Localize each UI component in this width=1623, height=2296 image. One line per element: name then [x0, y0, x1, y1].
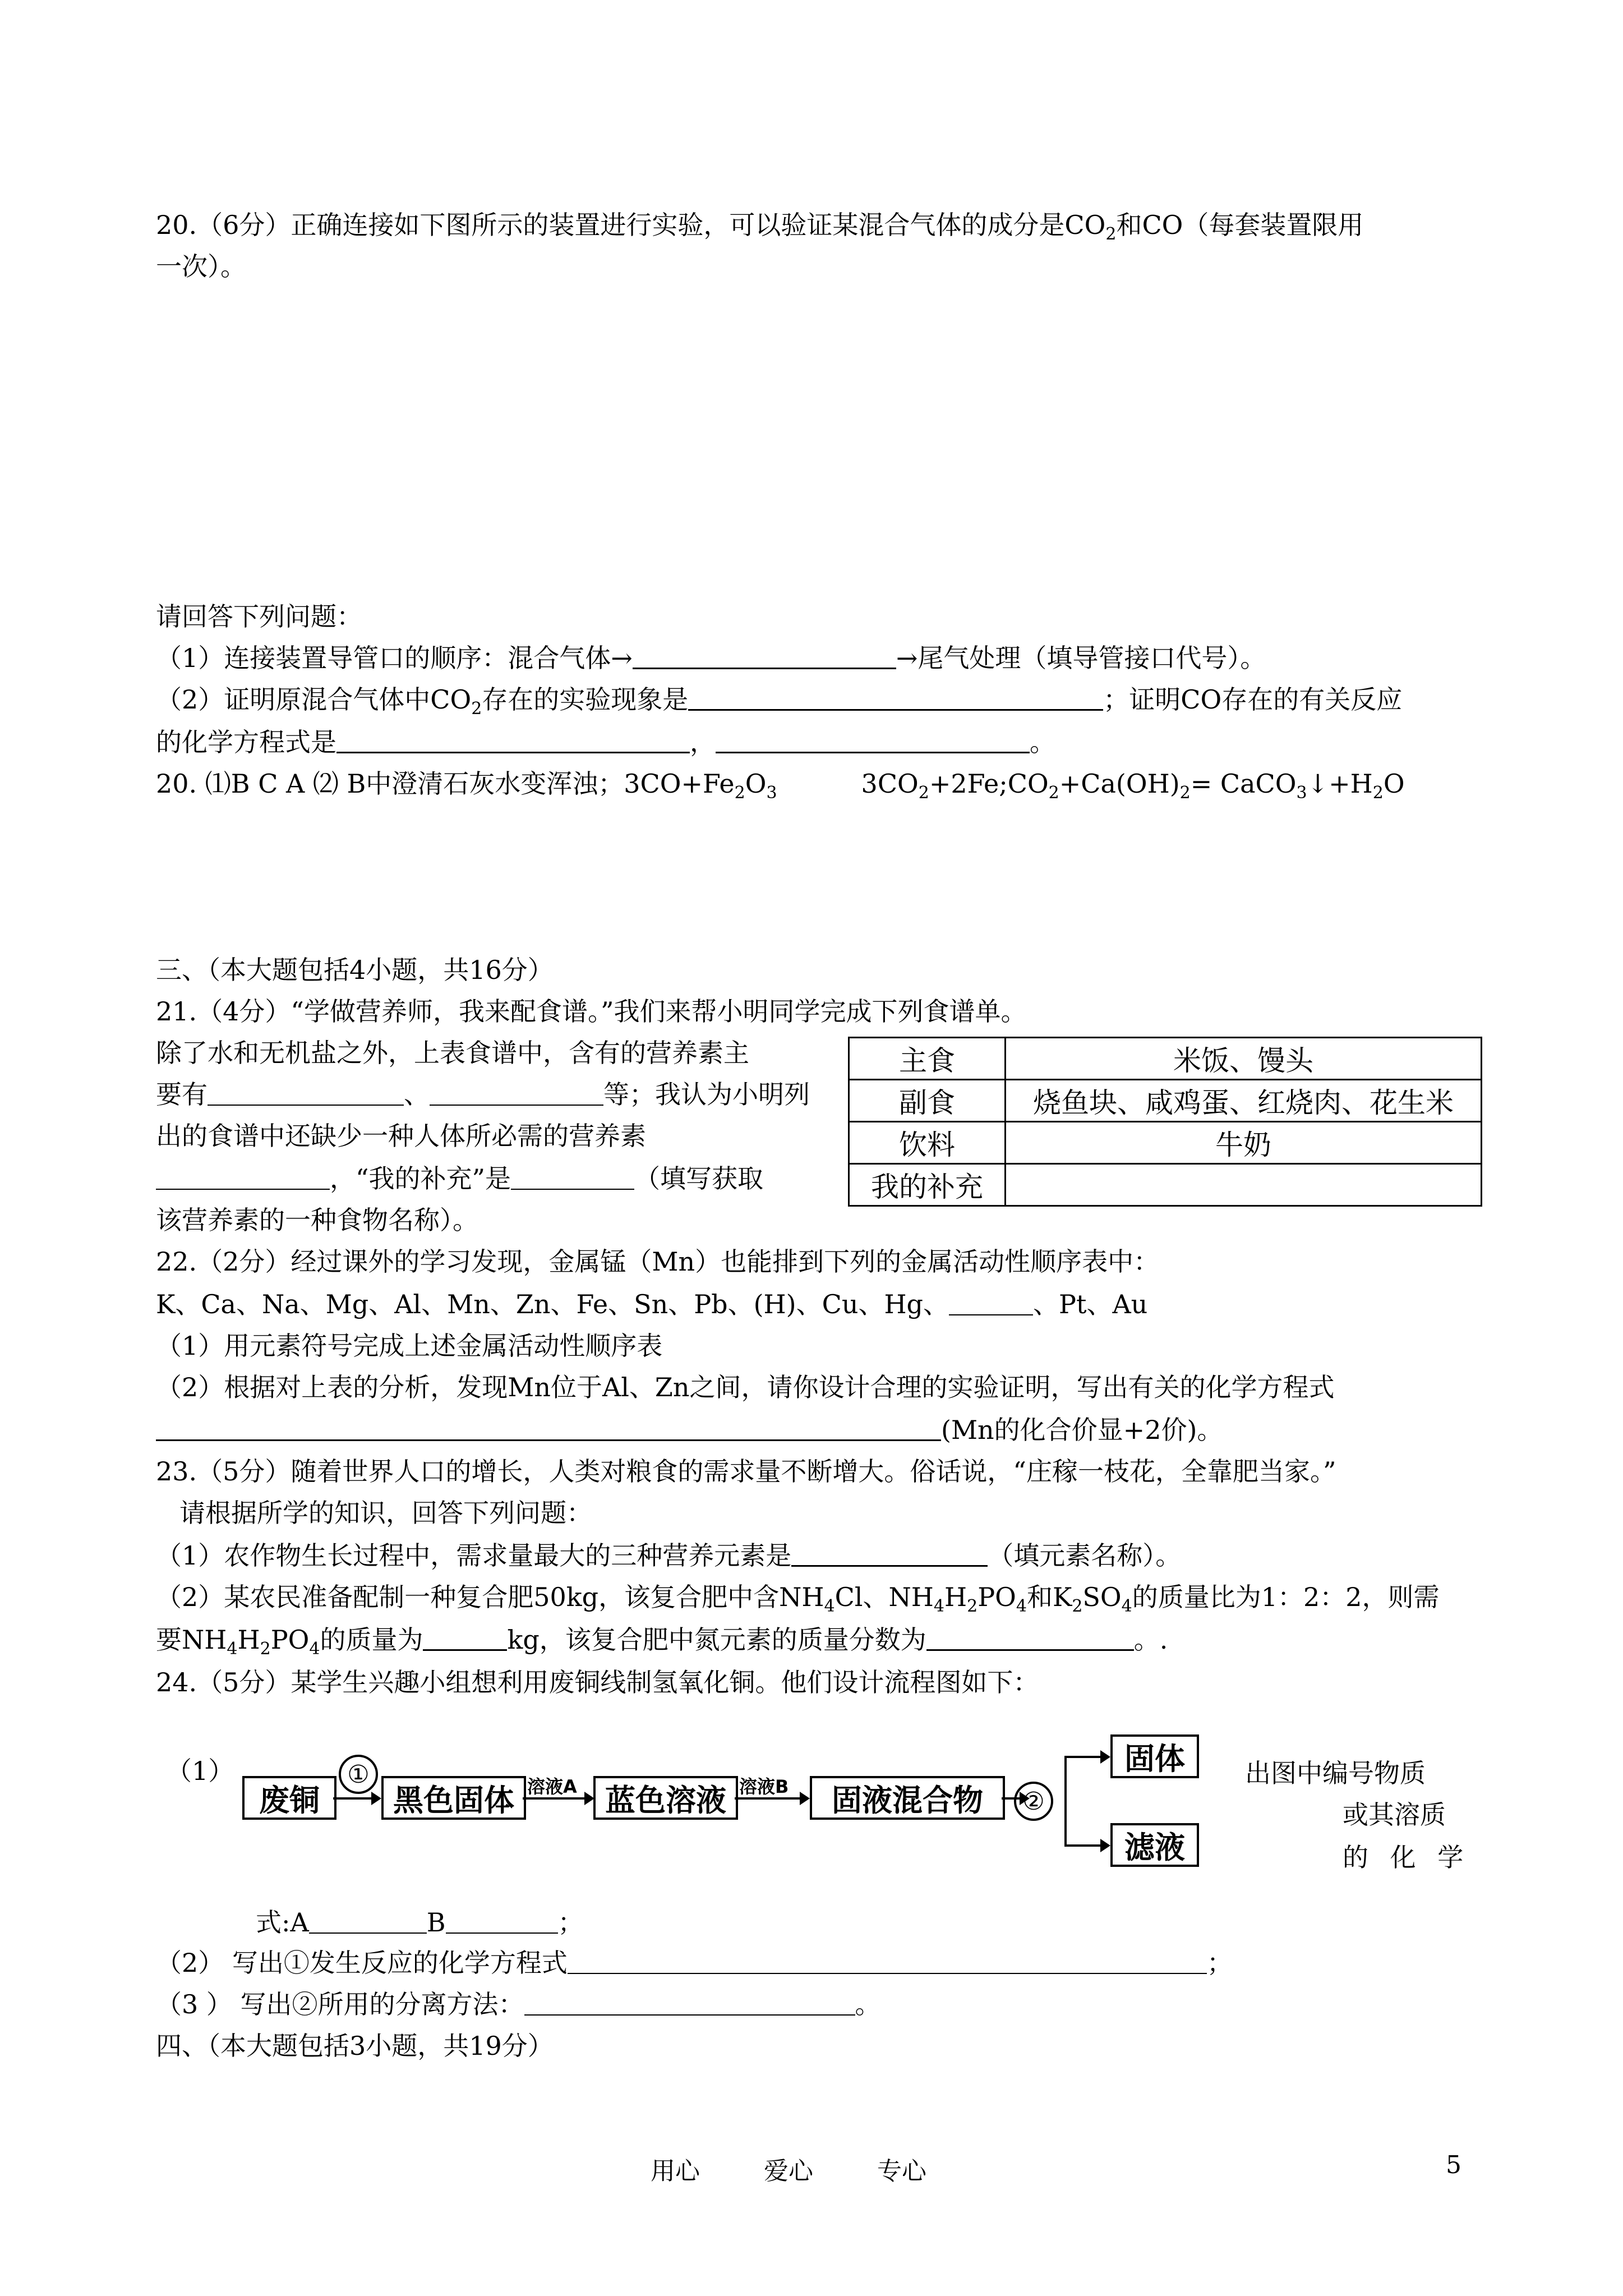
page-number: 5 [1446, 2151, 1461, 2179]
footer-text-1: 用心 [651, 2157, 700, 2185]
menu-cell: 米饭、馒头 [1006, 1038, 1482, 1080]
q20-heading-line2: 一次）。 [156, 251, 246, 282]
q24-part1-number: （1） [166, 1756, 234, 1786]
flow-box-filtrate: 滤液 [1110, 1823, 1199, 1867]
q21-line2: 要有 、 等；我认为小明列 [156, 1079, 810, 1110]
q22-series: K、Ca、Na、Mg、Al、Mn、Zn、Fe、Sn、Pb、(H)、Cu、Hg、 、Pt、Au [156, 1289, 1148, 1319]
q24-blank-2[interactable] [568, 1950, 1207, 1974]
q24-side-text-2: 或其溶质 [1343, 1800, 1446, 1830]
flow-box-black-solid: 黑色固体 [381, 1776, 526, 1820]
table-row [849, 1080, 1482, 1122]
q21-line5: 该营养素的一种食物名称）。 [156, 1205, 478, 1235]
q24-blank-b[interactable] [446, 1910, 558, 1934]
flow-branch-line [1064, 1756, 1067, 1846]
q23-blank-1[interactable] [791, 1543, 988, 1567]
menu-cell: 我的补充 [849, 1164, 1006, 1206]
q23-blank-2[interactable] [423, 1627, 507, 1651]
footer-text-3: 专心 [877, 2157, 926, 2185]
q24-side-text-3: 的 化 学 [1343, 1842, 1470, 1872]
q23-part2-line2: 要$NH_4H_2PO_4$的质量为 kg，该复合肥中氮元素的质量分数为 。. [156, 1625, 1168, 1659]
menu-cell: 烧鱼块、咸鸡蛋、红烧肉、花生米 [1006, 1080, 1482, 1122]
q21-line3: 出的食谱中还缺少一种人体所必需的营养素 [156, 1121, 646, 1151]
q24-blank-a[interactable] [309, 1910, 427, 1934]
flow-arrow [1064, 1756, 1108, 1758]
menu-cell: 副食 [849, 1080, 1006, 1122]
menu-cell: 饮料 [849, 1122, 1006, 1164]
q21-blank-2[interactable] [430, 1082, 603, 1106]
q20-blank-3[interactable] [336, 729, 690, 753]
q21-blank-4[interactable] [511, 1166, 634, 1190]
q22-blank-1[interactable] [949, 1292, 1033, 1315]
menu-table [848, 1037, 1482, 1207]
flow-arrow [333, 1797, 379, 1800]
menu-cell: 牛奶 [1006, 1122, 1482, 1164]
flow-box-waste-copper: 废铜 [242, 1776, 336, 1820]
q24-blank-3[interactable] [524, 1992, 855, 2016]
table-row [849, 1038, 1482, 1080]
q22-part2-line2: (Mn的化合价显+2价)。 [156, 1417, 1223, 1443]
q21-line1: 除了水和无机盐之外，上表食谱中，含有的营养素主 [156, 1038, 749, 1068]
q22-heading: 22.（2分）经过课外的学习发现，金属锰（Mn）也能排到下列的金属活动性顺序表中： [156, 1246, 1160, 1277]
q21-blank-1[interactable] [208, 1082, 404, 1106]
q22-part1: （1）用元素符号完成上述金属活动性顺序表 [156, 1331, 663, 1361]
q23-part1: （1）农作物生长过程中，需求量最大的三种营养元素是 （填元素名称）。 [156, 1540, 1182, 1571]
q20-answer: 20. ⑴B C A ⑵ B中澄清石灰水变浑浊；$3CO+Fe_2O_3$ $3CO_2+2Fe;CO_2+Ca(OH)_2=$ $CaCO_3↓+H_2O$ [156, 769, 1405, 803]
q20-blank-1[interactable] [633, 645, 896, 669]
q20-prompt: 请回答下列问题： [156, 601, 362, 632]
q20-heading: 20.（6分）正确连接如下图所示的装置进行实验，可以验证某混合气体的成分是$CO_2$和CO（每套装置限用 [156, 210, 1364, 244]
flow-step-2: ② [1014, 1782, 1053, 1821]
section-3-heading: 三、（本大题包括4小题，共16分） [156, 955, 554, 985]
flow-label-solution-a: 溶液A [527, 1776, 577, 1797]
q21-blank-3[interactable] [156, 1166, 330, 1190]
q23-line2: 请根据所学的知识，回答下列问题： [179, 1498, 592, 1528]
q21-line4: ，“我的补充”是 （填写获取 [156, 1166, 763, 1191]
menu-cell: 主食 [849, 1038, 1006, 1080]
flow-box-solid: 固体 [1110, 1734, 1199, 1778]
q24-side-text-1: 出图中编号物质 [1245, 1758, 1426, 1788]
q23-part2: （2）某农民准备配制一种复合肥50kg，该复合肥中含$NH_4Cl$、$NH_4H_2PO_4$和$K_2SO_4$的质量比为1：2：2，则需 [156, 1582, 1440, 1616]
footer-text-2: 爱心 [764, 2157, 813, 2185]
flow-box-solid-liquid-mixture: 固液混合物 [810, 1776, 1005, 1820]
q20-blank-2[interactable] [688, 687, 1103, 711]
q22-blank-2[interactable] [156, 1417, 941, 1441]
flow-step-1: ① [339, 1755, 378, 1794]
q24-heading: 24.（5分）某学生兴趣小组想利用废铜线制氢氧化铜。他们设计流程图如下： [156, 1667, 1039, 1697]
q20-part1: （1）连接装置导管口的顺序：混合气体→ →尾气处理（填导管接口代号）。 [156, 643, 1266, 673]
q22-part2: （2）根据对上表的分析，发现Mn位于Al、Zn之间，请你设计合理的实验证明，写出有关的化学方程式 [156, 1372, 1335, 1402]
flow-arrow [1064, 1844, 1108, 1847]
menu-cell-my-addition[interactable] [1006, 1164, 1482, 1206]
flow-label-solution-b: 溶液B [739, 1776, 789, 1797]
q23-heading: 23.（5分）随着世界人口的增长，人类对粮食的需求量不断增大。俗话说，“庄稼一枝花，全靠肥当家。” [156, 1456, 1336, 1487]
q24-formula-line: 式:A B ； [256, 1907, 584, 1938]
q20-part2-line2: 的化学方程式是 ， 。 [156, 727, 1055, 757]
flow-box-blue-solution: 蓝色溶液 [593, 1776, 738, 1820]
q20-blank-4[interactable] [716, 729, 1030, 753]
q21-heading: 21.（4分）“学做营养师，我来配食谱。”我们来帮小明同学完成下列食谱单。 [156, 996, 1027, 1027]
table-row [849, 1164, 1482, 1206]
q20-part2: （2）证明原混合气体中$CO_2$存在的实验现象是 ；证明CO存在的有关反应 [156, 684, 1403, 719]
q23-blank-3[interactable] [926, 1627, 1134, 1651]
table-row [849, 1122, 1482, 1164]
q24-part2: （2） 写出①发生反应的化学方程式 ； [156, 1948, 1233, 1978]
q24-part3: （3 ） 写出②所用的分离方法： 。 [156, 1989, 881, 2019]
section-4-heading: 四、（本大题包括3小题，共19分） [156, 2031, 554, 2061]
